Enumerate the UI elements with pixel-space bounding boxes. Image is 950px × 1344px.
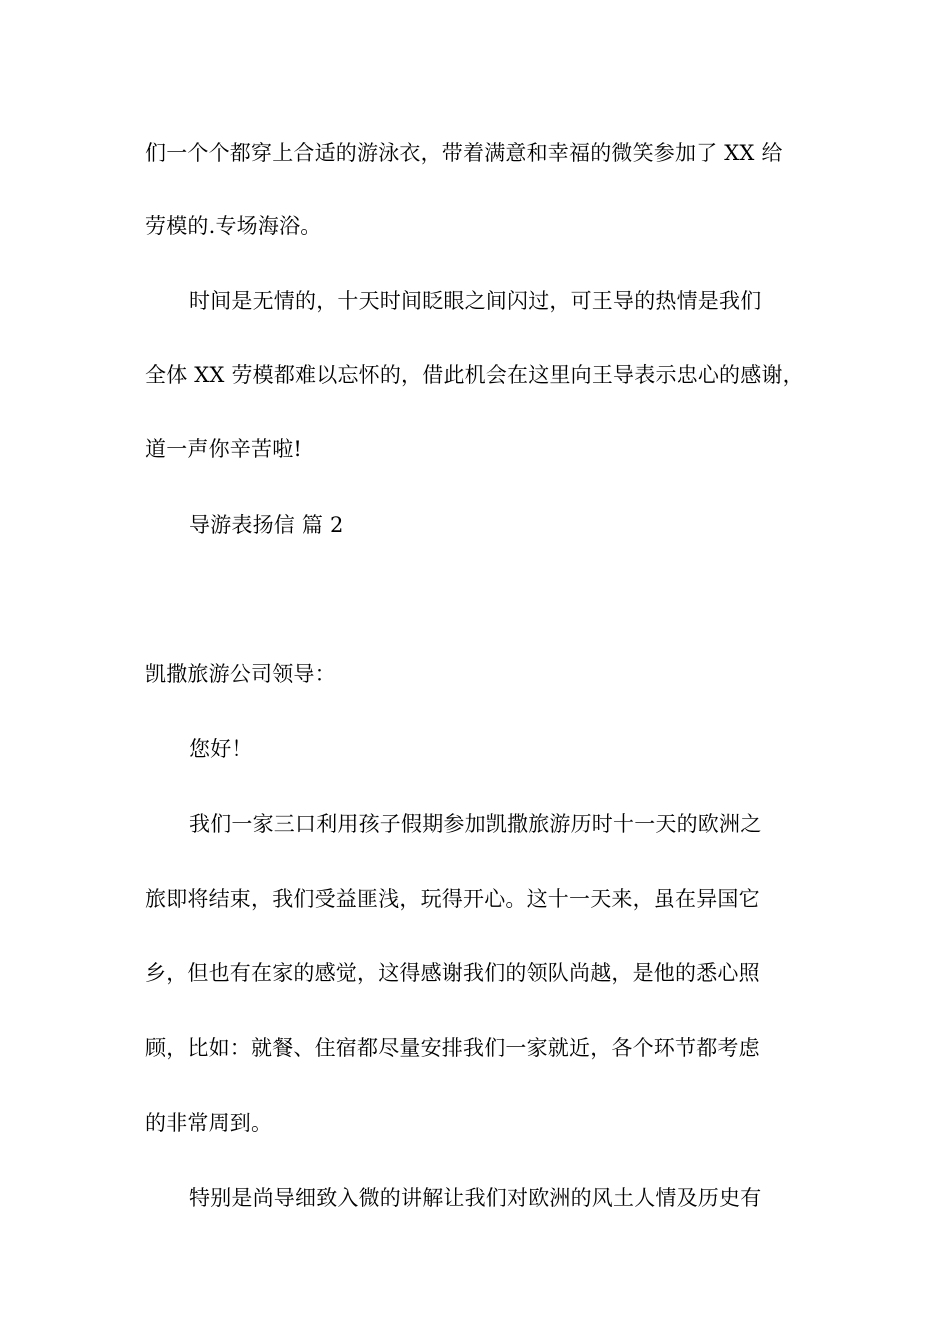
paragraph-line: 旅即将结束，我们受益匪浅，玩得开心。这十一天来，虽在异国它 (145, 887, 760, 911)
section-heading: 导游表扬信 篇 2 (189, 513, 344, 537)
paragraph-line: 时间是无情的，十天时间眨眼之间闪过，可王导的热情是我们 (189, 289, 762, 313)
paragraph-line: 特别是尚导细致入微的讲解让我们对欧洲的风土人情及历史有 (189, 1186, 762, 1210)
paragraph-line: 们一个个都穿上合适的游泳衣，带着满意和幸福的微笑参加了 XX 给 (145, 141, 783, 165)
paragraph-line: 我们一家三口利用孩子假期参加凯撒旅游历时十一天的欧洲之 (189, 812, 762, 836)
paragraph-line: 道一声你辛苦啦! (145, 437, 303, 461)
paragraph-line: 的非常周到。 (145, 1111, 273, 1135)
greeting: 您好！ (189, 737, 253, 761)
paragraph-line: 乡，但也有在家的感觉，这得感谢我们的领队尚越，是他的悉心照 (145, 961, 760, 985)
paragraph-line: 劳模的.专场海浴。 (145, 214, 322, 238)
paragraph-line: 顾，比如：就餐、住宿都尽量安排我们一家就近，各个环节都考虑 (145, 1036, 760, 1060)
salutation: 凯撒旅游公司领导： (145, 662, 336, 686)
paragraph-line: 全体 XX 劳模都难以忘怀的，借此机会在这里向王导表示忠心的感谢， (145, 363, 804, 387)
